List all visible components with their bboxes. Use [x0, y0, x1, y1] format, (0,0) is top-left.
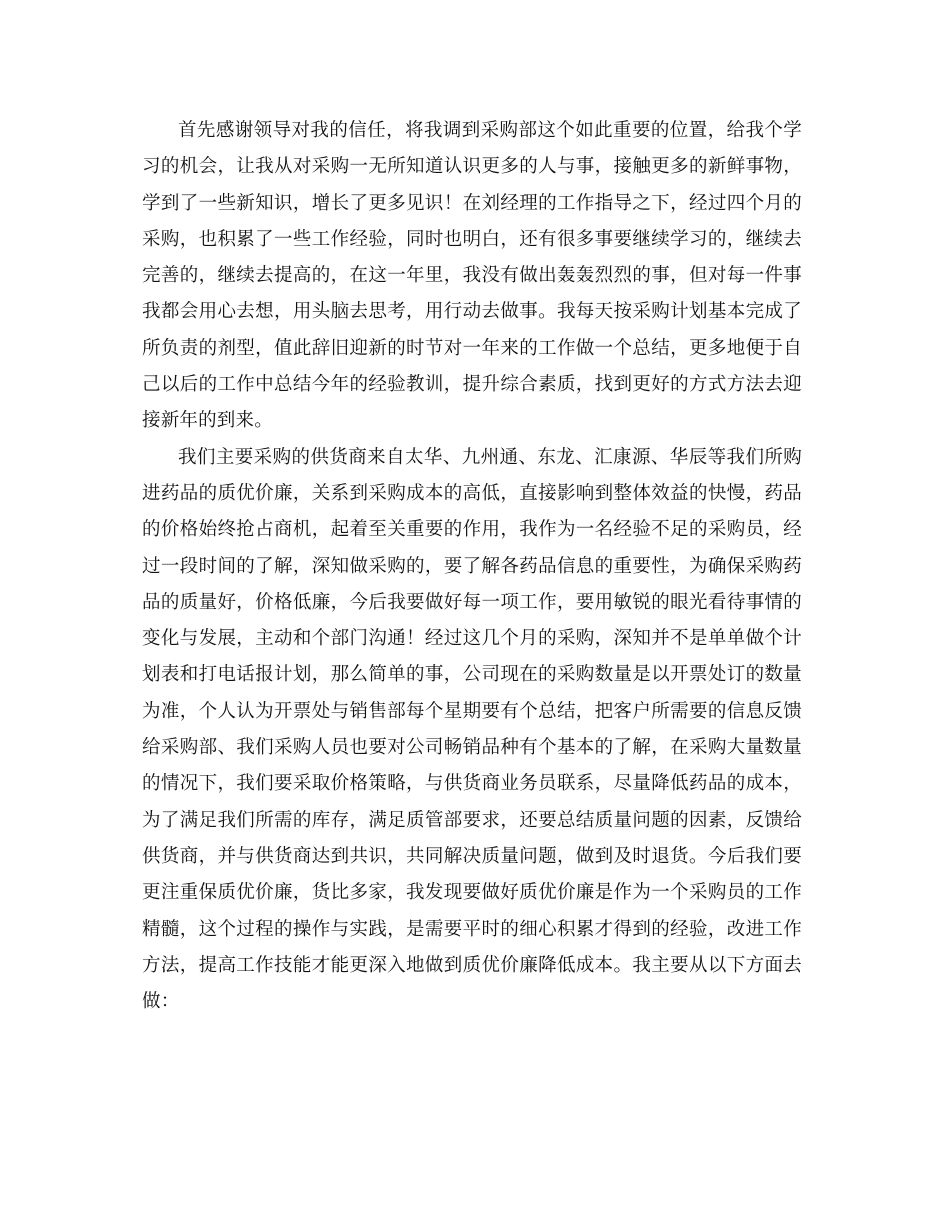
paragraph-line: 更注重保质优价廉，货比多家，我发现要做好质优价廉是作为一个采购员的工作 [142, 882, 802, 904]
paragraph-line: 为了满足我们所需的库存，满足质管部要求，还要总结质量问题的因素，反馈给 [142, 809, 802, 831]
paragraph-line: 学到了一些新知识，增长了更多见识！在刘经理的工作指导之下，经过四个月的 [142, 192, 802, 214]
paragraph-line: 进药品的质优价廉，关系到采购成本的高低，直接影响到整体效益的快慢，药品 [142, 482, 802, 504]
paragraph-line: 划表和打电话报计划，那么简单的事，公司现在的采购数量是以开票处订的数量 [142, 664, 802, 686]
paragraph-2 [142, 440, 802, 1021]
document-page [142, 113, 802, 1020]
paragraph-line: 己以后的工作中总结今年的经验教训，提升综合素质，找到更好的方式方法去迎 [142, 374, 802, 396]
paragraph-line: 为准，个人认为开票处与销售部每个星期要有个总结，把客户所需要的信息反馈 [142, 700, 802, 722]
paragraph-line: 的价格始终抢占商机，起着至关重要的作用，我作为一名经验不足的采购员，经 [142, 519, 802, 541]
paragraph-line: 我们主要采购的供货商来自太华、九州通、东龙、汇康源、华辰等我们所购 [178, 446, 802, 468]
paragraph-line: 首先感谢领导对我的信任，将我调到采购部这个如此重要的位置，给我个学 [178, 120, 802, 141]
paragraph-line: 做： [142, 991, 180, 1013]
paragraph-line: 采购，也积累了一些工作经验，同时也明白，还有很多事要继续学习的，继续去 [142, 228, 802, 250]
paragraph-line: 的情况下，我们要采取价格策略，与供货商业务员联系，尽量降低药品的成本， [142, 773, 802, 795]
paragraph-line: 接新年的到来。 [142, 410, 273, 432]
paragraph-line: 过一段时间的了解，深知做采购的，要了解各药品信息的重要性，为确保采购药 [142, 555, 802, 577]
paragraph-line: 给采购部、我们采购人员也要对公司畅销品种有个基本的了解，在采购大量数量 [142, 737, 802, 759]
paragraph-line: 我都会用心去想，用头脑去思考，用行动去做事。我每天按采购计划基本完成了 [142, 301, 802, 323]
paragraph-line: 精髓，这个过程的操作与实践，是需要平时的细心积累才得到的经验，改进工作 [142, 918, 802, 940]
paragraph-line: 完善的，继续去提高的，在这一年里，我没有做出轰轰烈烈的事，但对每一件事 [142, 265, 802, 287]
paragraph-line: 变化与发展，主动和个部门沟通！经过这几个月的采购，深知并不是单单做个计 [142, 628, 802, 650]
paragraph-line: 品的质量好，价格低廉，今后我要做好每一项工作，要用敏锐的眼光看待事情的 [142, 591, 802, 613]
paragraph-1 [142, 113, 802, 440]
paragraph-line: 供货商，并与供货商达到共识，共同解决质量问题，做到及时退货。今后我们要 [142, 845, 802, 867]
paragraph-line: 习的机会，让我从对采购一无所知道认识更多的人与事，接触更多的新鲜事物， [142, 156, 802, 178]
paragraph-line: 所负责的剂型，值此辞旧迎新的时节对一年来的工作做一个总结，更多地便于自 [142, 337, 802, 359]
paragraph-line: 方法，提高工作技能才能更深入地做到质优价廉降低成本。我主要从以下方面去 [142, 954, 802, 976]
